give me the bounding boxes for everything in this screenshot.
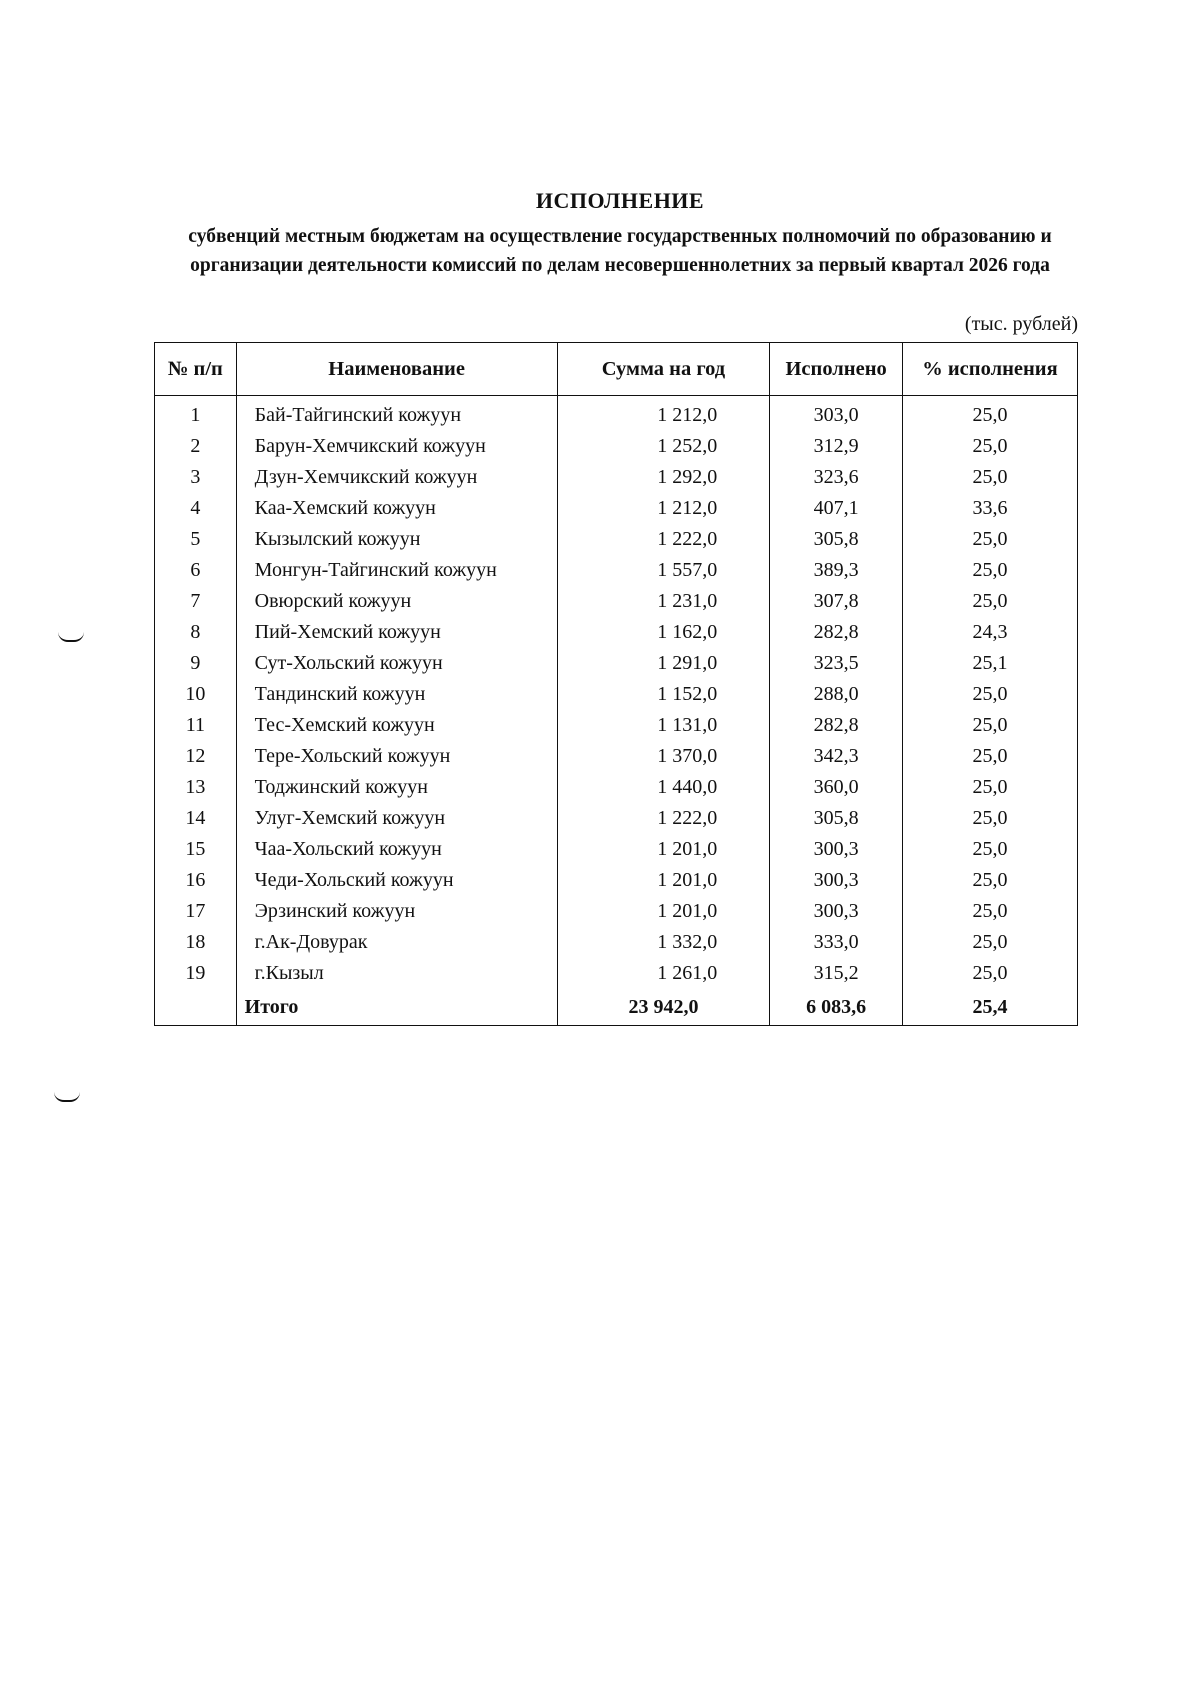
row-executed: 333,0 bbox=[770, 927, 903, 958]
row-executed: 300,3 bbox=[770, 834, 903, 865]
row-name: Тес-Хемский кожуун bbox=[236, 710, 557, 741]
row-annual-sum: 1 291,0 bbox=[557, 648, 770, 679]
total-execution-percent: 25,4 bbox=[902, 989, 1077, 1026]
row-annual-sum: 1 201,0 bbox=[557, 834, 770, 865]
row-executed: 389,3 bbox=[770, 555, 903, 586]
row-execution-percent: 25,0 bbox=[902, 524, 1077, 555]
row-execution-percent: 25,0 bbox=[902, 741, 1077, 772]
table-row bbox=[155, 679, 1078, 710]
row-annual-sum: 1 231,0 bbox=[557, 586, 770, 617]
row-annual-sum: 1 370,0 bbox=[557, 741, 770, 772]
table-row bbox=[155, 431, 1078, 462]
row-execution-percent: 25,0 bbox=[902, 555, 1077, 586]
row-number: 8 bbox=[155, 617, 237, 648]
units-note: (тыс. рублей) bbox=[964, 313, 1078, 335]
row-number: 10 bbox=[155, 679, 237, 710]
table-row bbox=[155, 648, 1078, 679]
table-row bbox=[155, 710, 1078, 741]
table-row bbox=[155, 617, 1078, 648]
row-annual-sum: 1 222,0 bbox=[557, 524, 770, 555]
row-number: 17 bbox=[155, 896, 237, 927]
row-annual-sum: 1 131,0 bbox=[557, 710, 770, 741]
row-execution-percent: 25,0 bbox=[902, 865, 1077, 896]
header-executed: Исполнено bbox=[770, 343, 903, 396]
table-row bbox=[155, 803, 1078, 834]
row-number: 11 bbox=[155, 710, 237, 741]
header-annual-sum: Сумма на год bbox=[557, 343, 770, 396]
table-row bbox=[155, 741, 1078, 772]
row-number: 4 bbox=[155, 493, 237, 524]
row-number: 12 bbox=[155, 741, 237, 772]
row-executed: 305,8 bbox=[770, 803, 903, 834]
row-executed: 407,1 bbox=[770, 493, 903, 524]
row-annual-sum: 1 201,0 bbox=[557, 865, 770, 896]
row-execution-percent: 25,0 bbox=[902, 462, 1077, 493]
row-executed: 288,0 bbox=[770, 679, 903, 710]
row-annual-sum: 1 332,0 bbox=[557, 927, 770, 958]
row-name: Чеди-Хольский кожуун bbox=[236, 865, 557, 896]
row-execution-percent: 25,0 bbox=[902, 679, 1077, 710]
row-annual-sum: 1 252,0 bbox=[557, 431, 770, 462]
table-row bbox=[155, 396, 1078, 432]
row-annual-sum: 1 292,0 bbox=[557, 462, 770, 493]
row-number: 9 bbox=[155, 648, 237, 679]
row-execution-percent: 25,1 bbox=[902, 648, 1077, 679]
row-number: 1 bbox=[155, 396, 237, 432]
row-number: 13 bbox=[155, 772, 237, 803]
row-annual-sum: 1 222,0 bbox=[557, 803, 770, 834]
row-name: Монгун-Тайгинский кожуун bbox=[236, 555, 557, 586]
table-row bbox=[155, 896, 1078, 927]
table-row bbox=[155, 927, 1078, 958]
row-executed: 305,8 bbox=[770, 524, 903, 555]
row-number: 14 bbox=[155, 803, 237, 834]
row-name: Барун-Хемчикский кожуун bbox=[236, 431, 557, 462]
table-row bbox=[155, 462, 1078, 493]
header-execution-percent: % исполнения bbox=[902, 343, 1077, 396]
row-executed: 282,8 bbox=[770, 617, 903, 648]
row-annual-sum: 1 152,0 bbox=[557, 679, 770, 710]
row-executed: 282,8 bbox=[770, 710, 903, 741]
row-execution-percent: 25,0 bbox=[902, 586, 1077, 617]
row-name: Пий-Хемский кожуун bbox=[236, 617, 557, 648]
table-row bbox=[155, 834, 1078, 865]
row-annual-sum: 1 557,0 bbox=[557, 555, 770, 586]
row-name: Овюрский кожуун bbox=[236, 586, 557, 617]
row-executed: 323,5 bbox=[770, 648, 903, 679]
row-number: 19 bbox=[155, 958, 237, 989]
row-name: Бай-Тайгинский кожуун bbox=[236, 396, 557, 432]
row-name: г.Ак-Довурак bbox=[236, 927, 557, 958]
row-execution-percent: 33,6 bbox=[902, 493, 1077, 524]
row-execution-percent: 25,0 bbox=[902, 803, 1077, 834]
row-name: Тере-Хольский кожуун bbox=[236, 741, 557, 772]
row-execution-percent: 25,0 bbox=[902, 834, 1077, 865]
row-executed: 303,0 bbox=[770, 396, 903, 432]
row-number: 16 bbox=[155, 865, 237, 896]
row-name: Кызылский кожуун bbox=[236, 524, 557, 555]
row-name: Сут-Хольский кожуун bbox=[236, 648, 557, 679]
table-row bbox=[155, 865, 1078, 896]
document-title: ИСПОЛНЕНИЕ bbox=[535, 188, 705, 213]
row-number: 2 bbox=[155, 431, 237, 462]
row-annual-sum: 1 440,0 bbox=[557, 772, 770, 803]
row-number: 6 bbox=[155, 555, 237, 586]
total-number bbox=[155, 989, 237, 1026]
row-name: г.Кызыл bbox=[236, 958, 557, 989]
row-annual-sum: 1 212,0 bbox=[557, 493, 770, 524]
header-name: Наименование bbox=[236, 343, 557, 396]
row-executed: 300,3 bbox=[770, 865, 903, 896]
row-execution-percent: 25,0 bbox=[902, 958, 1077, 989]
row-annual-sum: 1 212,0 bbox=[557, 396, 770, 432]
total-annual-sum: 23 942,0 bbox=[557, 989, 770, 1026]
row-executed: 307,8 bbox=[770, 586, 903, 617]
table-row bbox=[155, 586, 1078, 617]
row-execution-percent: 25,0 bbox=[902, 710, 1077, 741]
total-executed: 6 083,6 bbox=[770, 989, 903, 1026]
row-executed: 300,3 bbox=[770, 896, 903, 927]
row-executed: 342,3 bbox=[770, 741, 903, 772]
row-execution-percent: 24,3 bbox=[902, 617, 1077, 648]
row-executed: 315,2 bbox=[770, 958, 903, 989]
table-row bbox=[155, 958, 1078, 989]
row-number: 15 bbox=[155, 834, 237, 865]
row-number: 3 bbox=[155, 462, 237, 493]
row-number: 5 bbox=[155, 524, 237, 555]
table-header-row bbox=[155, 343, 1078, 396]
row-name: Улуг-Хемский кожуун bbox=[236, 803, 557, 834]
margin-mark bbox=[58, 632, 84, 642]
table-row bbox=[155, 524, 1078, 555]
table-row bbox=[155, 493, 1078, 524]
row-name: Каа-Хемский кожуун bbox=[236, 493, 557, 524]
row-name: Тоджинский кожуун bbox=[236, 772, 557, 803]
header-number: № п/п bbox=[155, 343, 237, 396]
document-subtitle: субвенций местным бюджетам на осуществление государственных полномочий по образованию и организации деятельности комиссий по делам несовершеннолетних за первый квартал 2026 года bbox=[188, 226, 1052, 276]
row-name: Чаа-Хольский кожуун bbox=[236, 834, 557, 865]
total-row bbox=[155, 989, 1078, 1026]
row-execution-percent: 25,0 bbox=[902, 927, 1077, 958]
row-number: 18 bbox=[155, 927, 237, 958]
row-executed: 360,0 bbox=[770, 772, 903, 803]
margin-mark bbox=[54, 1092, 80, 1102]
table-body bbox=[155, 396, 1078, 990]
row-execution-percent: 25,0 bbox=[902, 431, 1077, 462]
row-name: Дзун-Хемчикский кожуун bbox=[236, 462, 557, 493]
total-label: Итого bbox=[236, 989, 557, 1026]
row-executed: 323,6 bbox=[770, 462, 903, 493]
row-name: Эрзинский кожуун bbox=[236, 896, 557, 927]
budget-execution-table bbox=[154, 342, 1078, 1026]
row-annual-sum: 1 201,0 bbox=[557, 896, 770, 927]
table-row bbox=[155, 772, 1078, 803]
row-number: 7 bbox=[155, 586, 237, 617]
row-execution-percent: 25,0 bbox=[902, 896, 1077, 927]
table-row bbox=[155, 555, 1078, 586]
row-execution-percent: 25,0 bbox=[902, 396, 1077, 432]
row-execution-percent: 25,0 bbox=[902, 772, 1077, 803]
row-annual-sum: 1 162,0 bbox=[557, 617, 770, 648]
row-executed: 312,9 bbox=[770, 431, 903, 462]
row-annual-sum: 1 261,0 bbox=[557, 958, 770, 989]
row-name: Тандинский кожуун bbox=[236, 679, 557, 710]
